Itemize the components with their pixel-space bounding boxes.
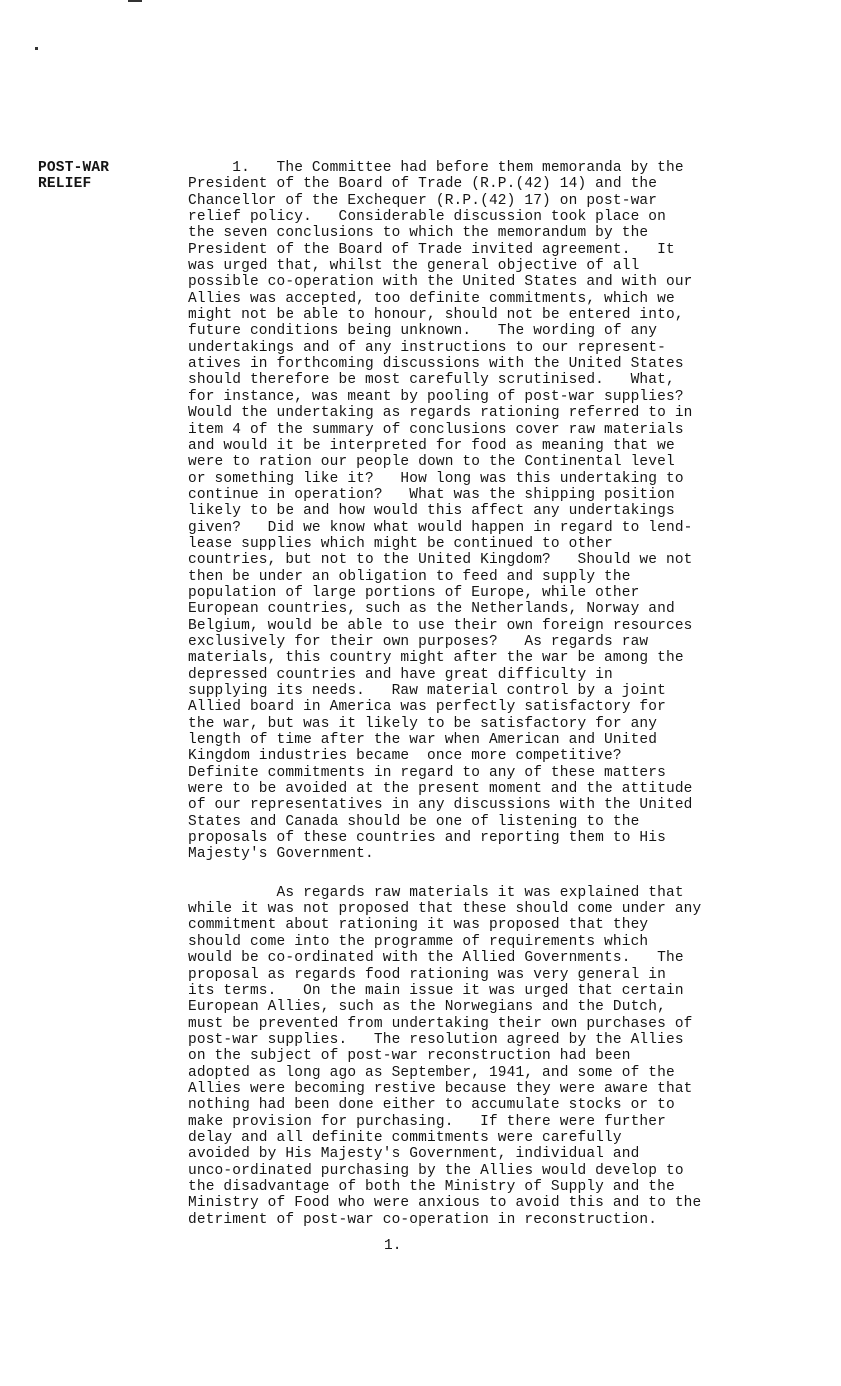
margin-heading <box>38 160 109 192</box>
paragraph: 1. The Committee had before them memoranda by the President of the Board of Trade (R.P.(42) 14) and the Chancellor of the Exchequer (R.P.(42) 17) on post-war relief policy. Considerable discussion took place on the seven conclusions to which the memorandum by the President of the Board of Trade invited agreement. It was urged that, whilst the general objective of all possible co-operation with the United States and with our Allies was accepted, too definite commitments, which we might not be able to honour, should not be entered into, future conditions being unknown. The wording of any undertakings and of any instructions to our represent- atives in forthcoming discussions with the United States should therefore be most carefully scrutinised. What, for instance, was meant by pooling of post-war supplies? Would the undertaking as regards rationing referred to in item 4 of the summary of conclusions cover raw materials and would it be interpreted for food as meaning that we were to ration our people down to the Continental level or something like it? How long was this undertaking to continue in operation? What was the shipping position likely to be and how would this affect any undertakings given? Did we know what would happen in regard to lend- lease supplies which might be continued to other countries, but not to the United Kingdom? Should we not then be under an obligation to feed and supply the population of large portions of Europe, while other European countries, such as the Netherlands, Norway and Belgium, would be able to use their own foreign resources exclusively for their own purposes? As regards raw materials, this country might after the war be among the depressed countries and have great difficulty in supplying its needs. Raw material control by a joint Allied board in America was perfectly satisfactory for the war, but was it likely to be satisfactory for any length of time after the war when American and United Kingdom industries became once more competitive? Definite commitments in regard to any of these matters were to be avoided at the present moment and the attitude of our representatives in any discussions with the United States and Canada should be one of listening to the proposals of these countries and reporting them to His Majesty's Government. <box>188 160 693 863</box>
margin-heading-line: POST-WAR <box>38 160 110 176</box>
paragraph: As regards raw materials it was explained that while it was not proposed that these should come under any commitment about rationing it was proposed that they should come into the programme of requirements which would be co-ordinated with the Allied Governments. The proposal as regards food rationing was very general in its terms. On the main issue it was urged that certain European Allies, such as the Norwegians and the Dutch, must be prevented from undertaking their own purchases of post-war supplies. The resolution agreed by the Allies on the subject of post-war reconstruction had been adopted as long ago as September, 1941, and some of the Allies were becoming restive because they were aware that nothing had been done either to accumulate stocks or to make provision for purchasing. If there were further delay and all definite commitments were carefully avoided by His Majesty's Government, individual and unco-ordinated purchasing by the Allies would develop to the disadvantage of both the Ministry of Supply and the Ministry of Food who were anxious to avoid this and to the detriment of post-war co-operation in reconstruction. <box>188 884 702 1228</box>
page-number: 1. <box>384 1238 402 1254</box>
minutes-body <box>188 160 788 1228</box>
scan-speck <box>128 0 142 2</box>
margin-heading-line: RELIEF <box>38 176 92 192</box>
scan-speck <box>35 47 38 50</box>
